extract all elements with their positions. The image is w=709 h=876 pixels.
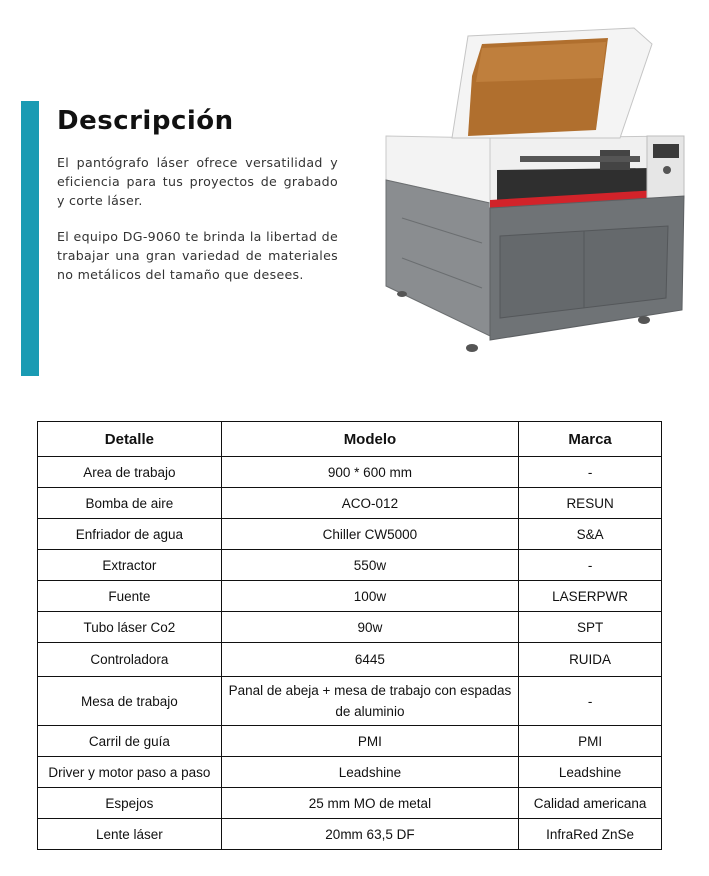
cell-detalle: Controladora [38,643,222,677]
cell-modelo: 550w [221,550,518,581]
cell-marca: RUIDA [519,643,662,677]
cell-modelo: 25 mm MO de metal [221,788,518,819]
header-detalle: Detalle [38,422,222,457]
cell-detalle: Driver y motor paso a paso [38,757,222,788]
cell-detalle: Extractor [38,550,222,581]
cell-modelo: 900 * 600 mm [221,457,518,488]
cell-modelo: 90w [221,612,518,643]
table-header-row [38,422,662,457]
cell-modelo: 20mm 63,5 DF [221,819,518,850]
cell-marca: Calidad americana [519,788,662,819]
cell-detalle: Espejos [38,788,222,819]
cell-marca: - [519,457,662,488]
table-row [38,519,662,550]
cell-detalle: Fuente [38,581,222,612]
table-row [38,581,662,612]
table-row [38,488,662,519]
cell-modelo: ACO-012 [221,488,518,519]
cell-detalle: Mesa de trabajo [38,677,222,726]
cell-marca: RESUN [519,488,662,519]
cell-marca: PMI [519,726,662,757]
cell-marca: Leadshine [519,757,662,788]
accent-bar [21,101,39,376]
table-row [38,819,662,850]
cell-marca: - [519,550,662,581]
cell-modelo: 6445 [221,643,518,677]
cell-modelo: Panal de abeja + mesa de trabajo con espadas de aluminio [221,677,518,726]
cell-detalle: Lente láser [38,819,222,850]
cell-marca: SPT [519,612,662,643]
cell-modelo: Chiller CW5000 [221,519,518,550]
table-row [38,457,662,488]
table-row [38,643,662,677]
cell-marca: InfraRed ZnSe [519,819,662,850]
cell-detalle: Carril de guía [38,726,222,757]
cell-detalle: Tubo láser Co2 [38,612,222,643]
section-title: Descripción [57,106,234,136]
cell-detalle: Area de trabajo [38,457,222,488]
cell-modelo: Leadshine [221,757,518,788]
cell-modelo: PMI [221,726,518,757]
table-row [38,550,662,581]
cell-marca: S&A [519,519,662,550]
header-marca: Marca [519,422,662,457]
table-row [38,677,662,726]
spec-table [37,421,662,850]
cell-detalle: Bomba de aire [38,488,222,519]
cell-detalle: Enfriador de agua [38,519,222,550]
cell-marca: - [519,677,662,726]
header-modelo: Modelo [221,422,518,457]
table-row [38,788,662,819]
laser-machine-image [372,18,702,363]
description-paragraph-1: El pantógrafo láser ofrece versatilidad y eficiencia para tus proyectos de grabado y corte láser. [57,155,338,208]
table-row [38,757,662,788]
cell-marca: LASERPWR [519,581,662,612]
cell-modelo: 100w [221,581,518,612]
table-row [38,612,662,643]
table-row [38,726,662,757]
description-paragraph-2: El equipo DG-9060 te brinda la libertad de trabajar una gran variedad de materiales no metálicos del tamaño que desees. [57,229,338,282]
